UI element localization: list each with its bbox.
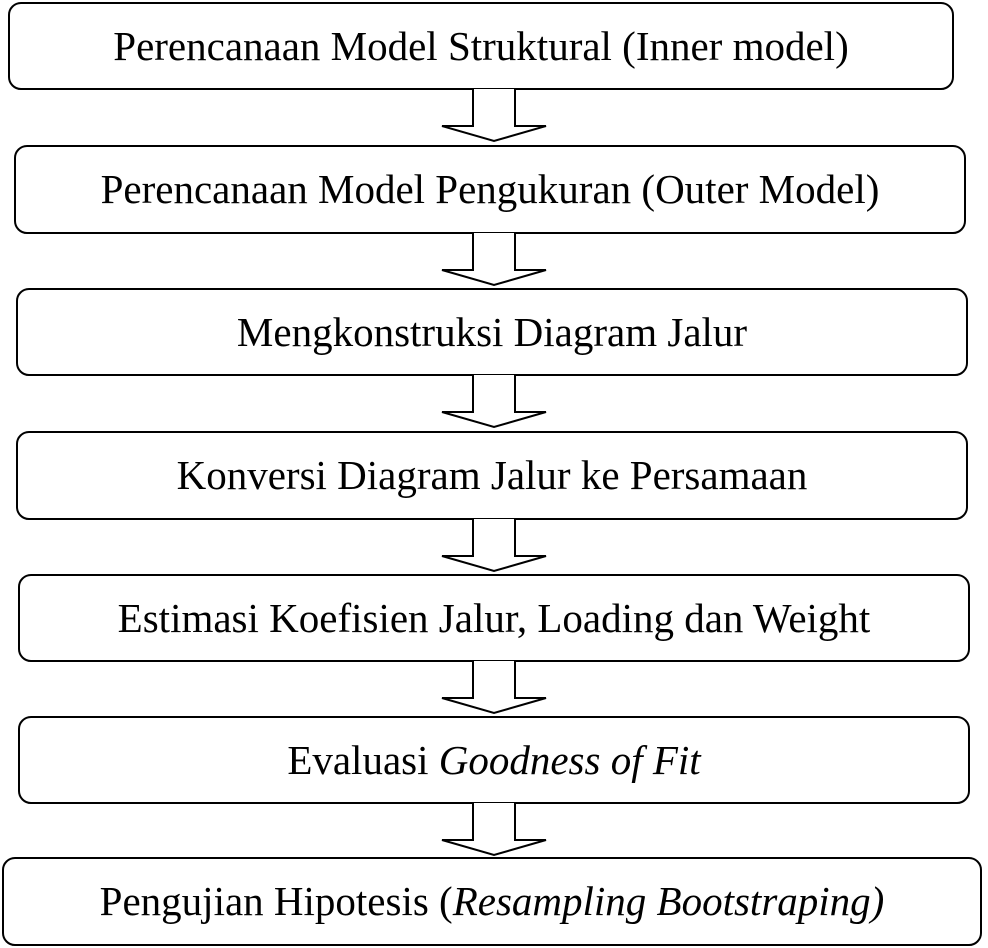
- step-equation-conversion: [16, 431, 968, 520]
- down-arrow-icon: [440, 88, 550, 143]
- step-label: Perencanaan Model Pengukuran (Outer Model): [100, 166, 880, 212]
- down-arrow-icon: [440, 232, 550, 287]
- step-label-italic: Resampling Bootstraping): [452, 878, 885, 924]
- step-label: Konversi Diagram Jalur ke Persamaan: [176, 452, 808, 498]
- step-label-italic: Goodness of Fit: [438, 736, 701, 783]
- step-label: Perencanaan Model Struktural (Inner model): [113, 22, 849, 69]
- step-label-plain: Evaluasi: [287, 736, 439, 783]
- step-outer-model: [14, 145, 966, 234]
- down-arrow-icon: [440, 660, 550, 715]
- step-label: [287, 736, 701, 783]
- step-goodness-of-fit: [18, 716, 970, 804]
- step-inner-model: [8, 2, 954, 90]
- step-hypothesis-testing: [2, 857, 982, 946]
- step-label: Estimasi Koefisien Jalur, Loading dan Weight: [117, 594, 871, 641]
- step-label: Mengkonstruksi Diagram Jalur: [236, 308, 748, 355]
- step-label-plain: Pengujian Hipotesis (: [99, 878, 453, 924]
- step-label: [99, 878, 885, 924]
- step-coefficient-estimation: [18, 574, 970, 662]
- step-path-diagram: [16, 288, 968, 376]
- down-arrow-icon: [440, 374, 550, 429]
- down-arrow-icon: [440, 518, 550, 573]
- down-arrow-icon: [440, 802, 550, 857]
